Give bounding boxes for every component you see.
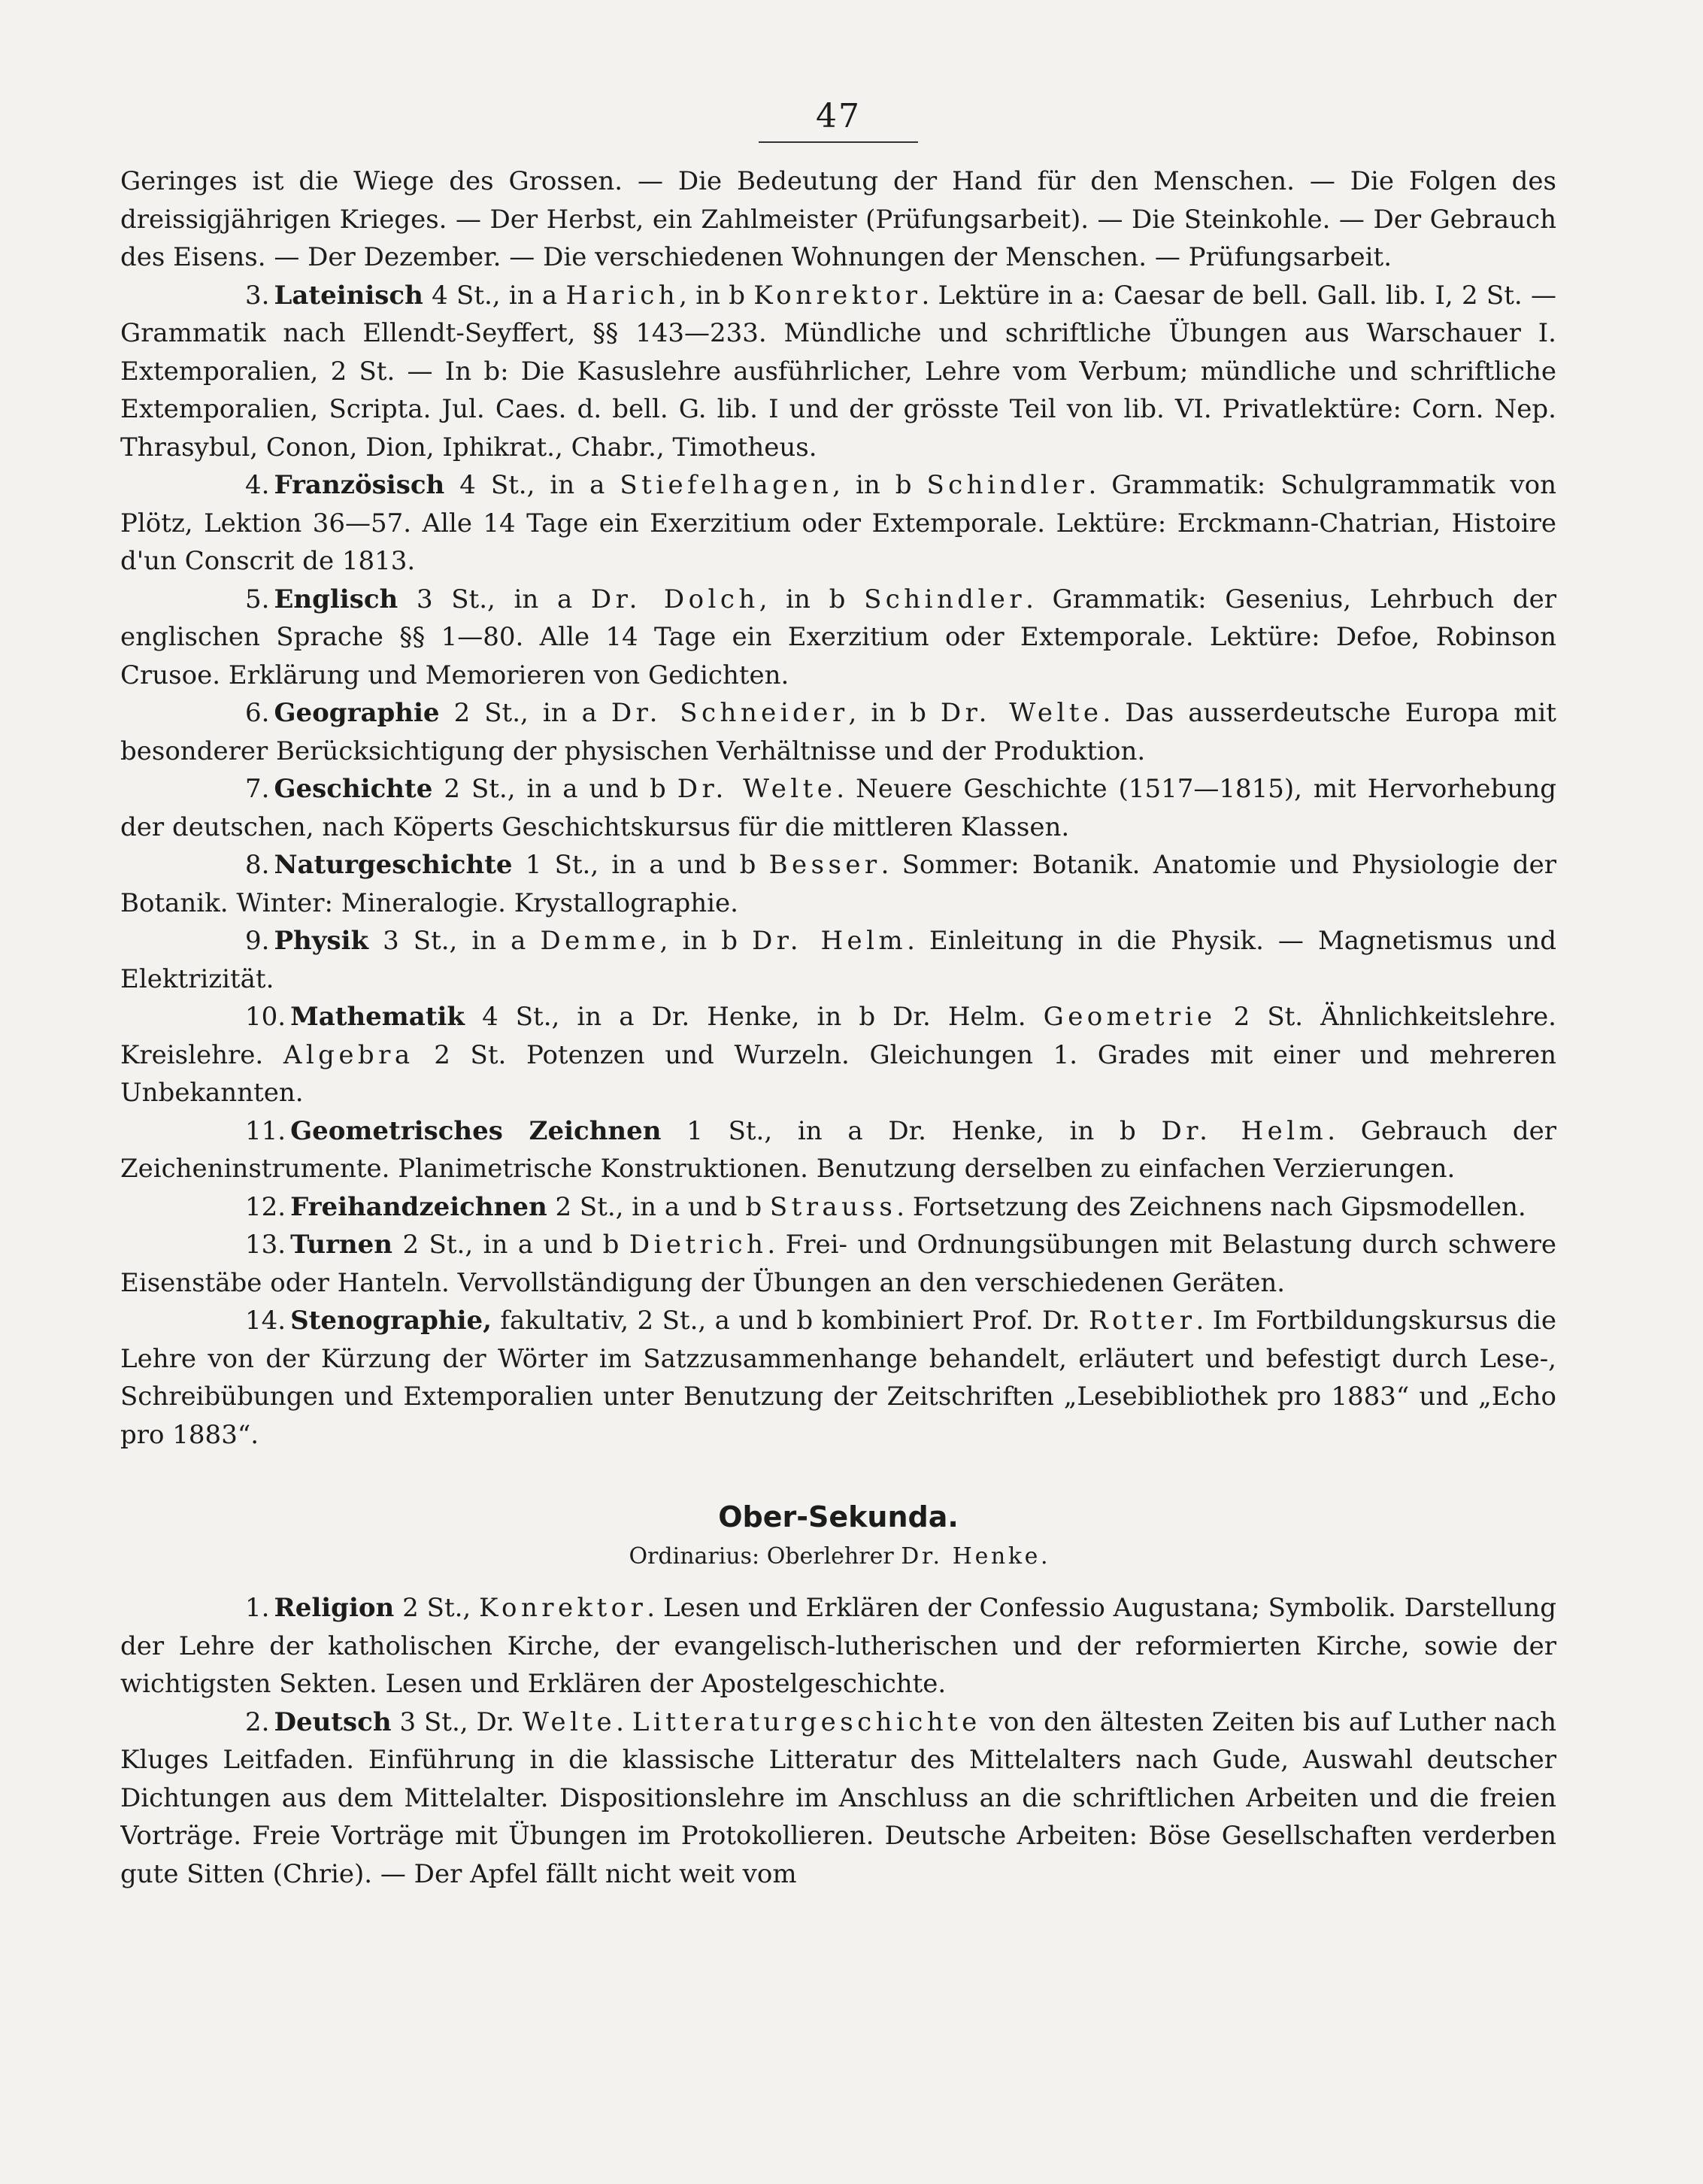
curriculum-item-geometrisches-zeichnen: 11. Geometrisches Zeichnen 1 St., in a Dr. Henke, in b Dr. Helm. Gebrauch der Zeicheninstrumente. Planimetrische Konstruktionen. Benutzung derselben zu einfachen Verzierungen. [120,1115,1556,1184]
subject-name: Französisch [274,470,445,500]
teacher-name: Konrektor [753,280,922,311]
curriculum-item-mathematik: 10. Mathematik 4 St., in a Dr. Henke, in b Dr. Helm. Geometrie 2 St. Ähnlichkeitslehre. Kreislehre. Algebra 2 St. Potenzen und Wurzeln. Gleichungen 1. Grades mit einer und mehreren Unbekannten. [120,1002,1556,1108]
subject-name: Geschichte [274,774,433,804]
ober-sekunda-curriculum [120,1589,1556,1893]
curriculum-item-freihandzeichnen: 12. Freihandzeichnen 2 St., in a und b Strauss. Fortsetzung des Zeichnens nach Gipsmodellen. [245,1191,1526,1222]
teacher-name: Dr. Dolch [590,584,759,614]
topic-name: Geometrie [1043,1002,1217,1032]
curriculum-item-geschichte: 7. Geschichte 2 St., in a und b Dr. Welte. Neuere Geschichte (1517—1815), mit Hervorhebung der deutschen, nach Köperts Geschichtskursus für die mittleren Klassen. [120,774,1556,842]
teacher-name: Rotter [1089,1306,1196,1336]
teacher-name: Konrektor [479,1593,647,1623]
topic-name: Algebra [283,1039,414,1070]
subject-name: Religion [274,1593,395,1623]
unter-sekunda-curriculum [120,277,1556,1454]
curriculum-item-lateinisch: 3. Lateinisch 4 St., in a Harich, in b Konrektor. Lektüre in a: Caesar de bell. Gall. lib. I, 2 St. — Grammatik nach Ellendt-Seyffert, §§ 143—233. Mündliche und schriftliche Übungen aus Warschauer I. Extemporalien, 2 St. — In b: Die Kasuslehre ausführlicher, Lehre vom Verbum; mündliche und schriftliche Extemporalien, Scripta. Jul. Caes. d. bell. G. lib. I und der grösste Teil von lib. VI. Privatlektüre: Corn. Nep. Thrasybul, Conon, Dion, Iphikrat., Chabr., Timotheus. [120,280,1556,463]
curriculum-item-religion: 1. Religion 2 St., Konrektor. Lesen und Erklären der Confessio Augustana; Symbolik. Darstellung der Lehre der katholischen Kirche, der evangelisch-lutherischen und der reformierten Kirche, sowie der wichtigsten Sekten. Lesen und Erklären der Apostelgeschichte. [120,1593,1556,1699]
teacher-name: Dietrich [629,1230,768,1260]
document-page [120,98,1556,2083]
teacher-name: Dr. Welte [677,774,837,804]
subject-name: Deutsch [274,1706,392,1737]
subject-name: Lateinisch [274,280,423,311]
ordinarius-line: Ordinarius: Oberlehrer Dr. Henke. [629,1543,1048,1570]
teacher-name: Dr. Welte [940,698,1103,728]
curriculum-item-turnen: 13. Turnen 2 St., in a und b Dietrich. Frei- und Ordnungsübungen mit Belastung durch schwere Eisenstäbe oder Hanteln. Vervollständigung der Übungen an den verschiedenen Geräten. [120,1230,1556,1298]
subject-name: Turnen [290,1230,392,1260]
teacher-name: Harich [565,280,680,311]
teacher-name: Schindler [864,584,1026,614]
subject-name: Geographie [274,698,440,728]
topic-name: Litteraturgeschichte [632,1706,981,1737]
teacher-name: Stiefelhagen [620,470,833,500]
curriculum-item-naturgeschichte: 8. Naturgeschichte 1 St., in a und b Besser. Sommer: Botanik. Anatomie und Physiologie der Botanik. Winter: Mineralogie. Krystallographie. [120,850,1556,918]
teacher-name: Dr. Schneider [611,698,849,728]
section-heading-ober-sekunda: Ober-Sekunda. [718,1500,959,1533]
teacher-name: Demme [540,926,660,956]
teacher-name: Dr. Helm [752,926,908,956]
header-rule [759,141,918,143]
subject-name: Freihandzeichnen [290,1191,547,1222]
curriculum-item-stenographie: 14. Stenographie, fakultativ, 2 St., a und b kombiniert Prof. Dr. Rotter. Im Fortbildungskursus die Lehre von der Kürzung der Wörter im Satzzusammenhange behandelt, erläutert und befestigt durch Lese-, Schreibübungen und Extemporalien unter Benutzung der Zeitschriften „Lesebibliothek pro 1883“ und „Echo pro 1883“. [120,1306,1556,1450]
intro-paragraph: Geringes ist die Wiege des Grossen. — Die Bedeutung der Hand für den Menschen. — Die Folgen des dreissigjährigen Krieges. — Der Herbst, ein Zahlmeister (Prüfungsarbeit). — Die Steinkohle. — Der Gebrauch des Eisens. — Der Dezember. — Die verschiedenen Wohnungen der Menschen. — Prüfungsarbeit. [120,166,1556,272]
subject-name: Naturgeschichte [274,850,513,880]
subject-name: Physik [274,926,369,956]
subject-name: Geometrisches Zeichnen [290,1115,662,1146]
subject-name: Stenographie, [290,1306,492,1336]
subject-name: Mathematik [290,1002,465,1032]
teacher-name: Strauss [769,1191,897,1222]
teacher-name: Dr. Helm [1161,1115,1328,1146]
curriculum-item-franzoesisch: 4. Französisch 4 St., in a Stiefelhagen, in b Schindler. Grammatik: Schulgrammatik von Plötz, Lektion 36—57. Alle 14 Tage ein Exerzitium oder Extemporale. Lektüre: Erckmann-Chatrian, Histoire d'un Conscrit de 1813. [120,470,1556,576]
curriculum-item-deutsch: 2. Deutsch 3 St., Dr. Welte. Litteraturgeschichte von den ältesten Zeiten bis auf Luther nach Kluges Leitfaden. Einführung in die klassische Litteratur des Mittelalters nach Gude, Auswahl deutscher Dichtungen aus dem Mittelalter. Dispositionslehre im Anschluss an die schriftlichen Arbeiten und die freien Vorträge. Freie Vorträge mit Übungen im Protokollieren. Deutsche Arbeiten: Böse Gesellschaften verderben gute Sitten (Chrie). — Der Apfel fällt nicht weit vom [120,1706,1556,1889]
page-number: 47 [816,98,861,135]
subject-name: Englisch [274,584,398,614]
curriculum-item-geographie: 6. Geographie 2 St., in a Dr. Schneider, in b Dr. Welte. Das ausserdeutsche Europa mit besonderer Berücksichtigung der physischen Verhältnisse und der Produktion. [120,698,1556,766]
ordinarius-name: Dr. Henke [901,1543,1041,1570]
teacher-name: Schindler [926,470,1089,500]
teacher-name: Welte [522,1706,617,1737]
curriculum-item-physik: 9. Physik 3 St., in a Demme, in b Dr. Helm. Einleitung in die Physik. — Magnetismus und Elektrizität. [120,926,1556,994]
teacher-name: Besser [768,850,881,880]
curriculum-item-englisch: 5. Englisch 3 St., in a Dr. Dolch, in b Schindler. Grammatik: Gesenius, Lehrbuch der englischen Sprache §§ 1—80. Alle 14 Tage ein Exerzitium oder Extemporale. Lektüre: Defoe, Robinson Crusoe. Erklärung und Memorieren von Gedichten. [120,584,1556,690]
